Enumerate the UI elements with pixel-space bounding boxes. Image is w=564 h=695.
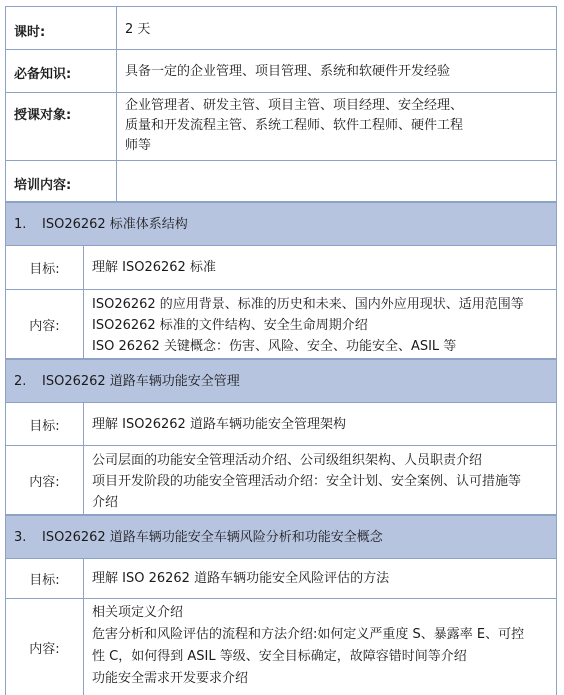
content-value <box>84 599 556 695</box>
section-number: 1. <box>14 217 27 232</box>
content-line: 功能安全需求开发要求介绍 <box>92 671 249 686</box>
section-3-content-row <box>5 599 557 695</box>
content-line: 公司层面的功能安全管理活动介绍、公司级组织架构、人员职责介绍 <box>92 453 483 468</box>
prereq-label: 必备知识: <box>6 50 117 92</box>
section-2-goal-row <box>5 403 557 446</box>
section-3-goal-row <box>5 559 557 599</box>
audience-line: 企业管理者、研发主管、项目主管、项目经理、安全经理、 <box>125 98 464 113</box>
content-line: ISO26262 的应用背景、标准的历史和未来、国内外应用现状、适用范围等 <box>92 297 524 312</box>
hours-value: 2 天 <box>125 22 151 37</box>
section-number: 2. <box>14 374 27 389</box>
hours-row <box>5 6 557 50</box>
content-line: 介绍 <box>92 495 119 510</box>
content-line: 性 C，如何得到 ASIL 等级、安全目标确定，故障容错时间等介绍 <box>92 649 467 664</box>
content-label: 内容: <box>6 290 84 358</box>
hours-label: 课时: <box>6 7 117 49</box>
section-title: ISO26262 标准体系结构 <box>42 217 188 232</box>
section-title: ISO26262 道路车辆功能安全车辆风险分析和功能安全概念 <box>42 530 383 545</box>
content-line: ISO 26262 关键概念：伤害、风险、安全、功能安全、ASIL 等 <box>92 339 457 354</box>
content-value <box>84 446 556 514</box>
section-1-header <box>5 202 557 246</box>
goal-value: 理解 ISO26262 标准 <box>92 260 216 275</box>
audience-row <box>5 93 557 161</box>
content-value <box>84 290 556 358</box>
section-2-content-row <box>5 446 557 515</box>
goal-label: 目标: <box>6 246 84 289</box>
section-number: 3. <box>14 530 27 545</box>
goal-label: 目标: <box>6 559 84 598</box>
content-header-label: 培训内容: <box>6 161 117 201</box>
goal-value: 理解 ISO26262 道路车辆功能安全管理架构 <box>92 417 346 432</box>
section-title: ISO26262 道路车辆功能安全管理 <box>42 374 240 389</box>
section-3-header <box>5 515 557 559</box>
prereq-value: 具备一定的企业管理、项目管理、系统和软硬件开发经验 <box>125 64 451 79</box>
content-line: 危害分析和风险评估的流程和方法介绍:如何定义严重度 S、暴露率 E、可控 <box>92 627 525 642</box>
section-1-content-row <box>5 290 557 359</box>
section-1-goal-row <box>5 246 557 290</box>
content-line: 项目开发阶段的功能安全管理活动介绍：安全计划、安全案例、认可措施等 <box>92 474 522 489</box>
audience-line: 师等 <box>125 138 152 153</box>
prereq-row <box>5 50 557 93</box>
audience-value <box>117 93 556 160</box>
goal-value: 理解 ISO 26262 道路车辆功能安全风险评估的方法 <box>92 571 390 586</box>
content-label: 内容: <box>6 446 84 514</box>
audience-label: 授课对象: <box>6 93 117 160</box>
content-line: ISO26262 标准的文件结构、安全生命周期介绍 <box>92 318 368 333</box>
goal-label: 目标: <box>6 403 84 445</box>
audience-line: 质量和开发流程主管、系统工程师、软件工程师、硬件工程 <box>125 118 464 133</box>
section-2-header <box>5 359 557 403</box>
content-label: 内容: <box>6 599 84 695</box>
content-line: 相关项定义介绍 <box>92 605 184 620</box>
content-header-row <box>5 161 557 202</box>
